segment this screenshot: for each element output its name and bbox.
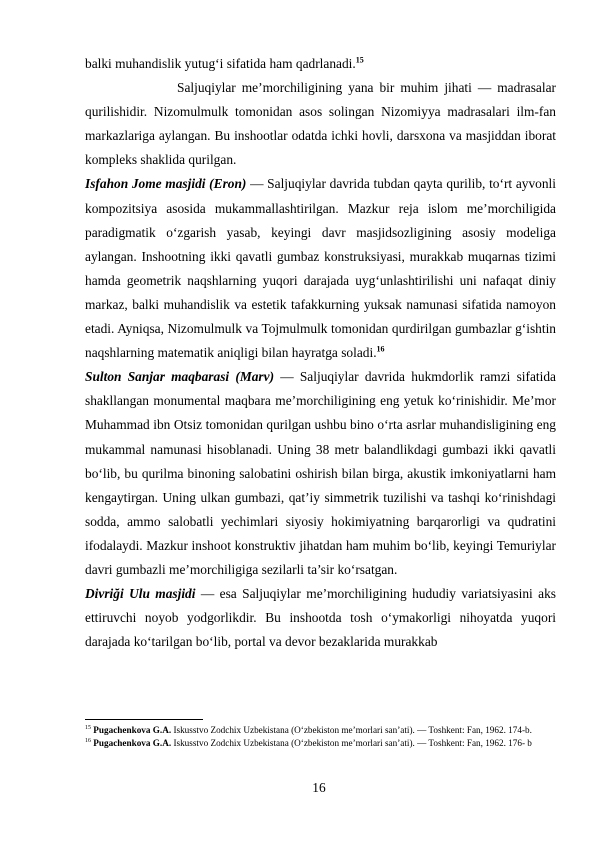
paragraph-madrasalar-text: Saljuqiylar me’morchiligining yana bir muhim jihati — madrasalar qurilishidir. Nizomulmulk tomonidan asos solingan Nizomiyya madrasalari ilm-fan markazlariga aylangan. Bu inshootlar odatda ichki hovli, darsxona va masjiddan iborat kompleks shaklida qurilgan. — [85, 80, 556, 168]
intro-line — [85, 52, 556, 76]
paragraph-sanjar — [85, 365, 556, 582]
footnote-text: Iskusstvo Zodchix Uzbekistana (O‘zbekiston me’morlari san’ati). — Toshkent: Fan, 1962. 176- b — [171, 737, 532, 748]
paragraph-isfahon — [85, 172, 556, 365]
footnote-text: Iskusstvo Zodchix Uzbekistana (O‘zbekiston me’morlari san’ati). — Toshkent: Fan, 1962. 174-b. — [171, 725, 532, 735]
intro-text: balki muhandislik yutug‘i sifatida ham qadrlanadi. — [85, 56, 356, 71]
footnote-ref-16[interactable]: 16 — [376, 344, 385, 354]
footnote-16 — [85, 737, 556, 750]
footnotes — [85, 724, 556, 749]
paragraph-sanjar-text: — Saljuqiylar davrida hukmdorlik ramzi sifatida shakllangan monumental maqbara me’morchiligining eng yetuk ko‘rinishidir. Me’mor Muhammad ibn Otsiz tomonidan qurilgan ushbu bino o‘rta asrlar muhandisligining eng mukammal namunasi hisoblanadi. Uning 38 metr balandlikdagi gumbazi ikki qavatli bo‘lib, bu qurilma binoning salobatini oshirish bilan birga, akustik imkoniyatlarni ham kengaytirgan. Uning ulkan gumbazi, qat’iy simmetrik tuzilishi va tashqi ko‘rinishdagi sodda, ammo salobatli yechimlari siyosiy hokimiyatning barqarorligi va qudratini ifodalaydi. Mazkur inshoot konstruktiv jihatdan ham muhim bo‘lib, keyingi Temuriylar davri gumbazli me’morchiligiga sezilarli ta’sir ko‘rsatgan. — [85, 369, 556, 577]
paragraph-isfahon-text: — Saljuqiylar davrida tubdan qayta qurilib, to‘rt ayvonli kompozitsiya asosida mukammallashtirilgan. Mazkur reja islom me’morchiligida paradigmatik o‘zgarish yasab, keyingi davr masjidsozligining asosiy modeliga aylangan. Inshootning ikki qavatli gumbaz konstruksiyasi, murakkab muqarnas tizimi hamda geometrik naqshlarning yuqori darajada uyg‘unlashtirilishi uni nafaqat diniy markaz, balki muhandislik va estetik tafakkurning yuksak namunasi sifatida namoyon etadi. Ayniqsa, Nizomulmulk va Tojmulmulk tomonidan qurdirilgan gumbazlar g‘ishtin naqshlarning matematik aniqligi bilan hayratga soladi. — [85, 176, 556, 361]
paragraph-divrigi-text: — esa Saljuqiylar me’morchiligining hududiy variatsiyasini aks ettiruvchi noyob yodgorlikdir. Bu inshootda tosh o‘ymakorligi nihoyatda yuqori darajada ko‘tarilgan bo‘lib, portal va devor bezaklarida murakkab — [85, 586, 556, 650]
term-divrigi-ulu-masjidi: Divriği Ulu masjidi — [85, 586, 196, 602]
footnote-number: 16 — [85, 737, 91, 744]
footnote-ref-15[interactable]: 15 — [355, 55, 364, 65]
footnote-author: Pugachenkova G.A. — [93, 737, 172, 748]
main-text — [85, 52, 556, 654]
term-sulton-sanjar-maqbarasi: Sulton Sanjar maqbarasi (Marv) — [85, 369, 275, 385]
paragraph-madrasalar — [85, 76, 556, 172]
term-isfahon-jome-masjidi: Isfahon Jome masjidi (Eron) — [85, 176, 247, 192]
footnote-author: Pugachenkova G.A. — [93, 725, 172, 735]
footnote-number: 15 — [85, 724, 91, 731]
paragraph-divrigi — [85, 582, 556, 654]
page-number: 16 — [312, 780, 326, 795]
footnote-separator — [85, 719, 203, 720]
footnote-15 — [85, 724, 556, 737]
